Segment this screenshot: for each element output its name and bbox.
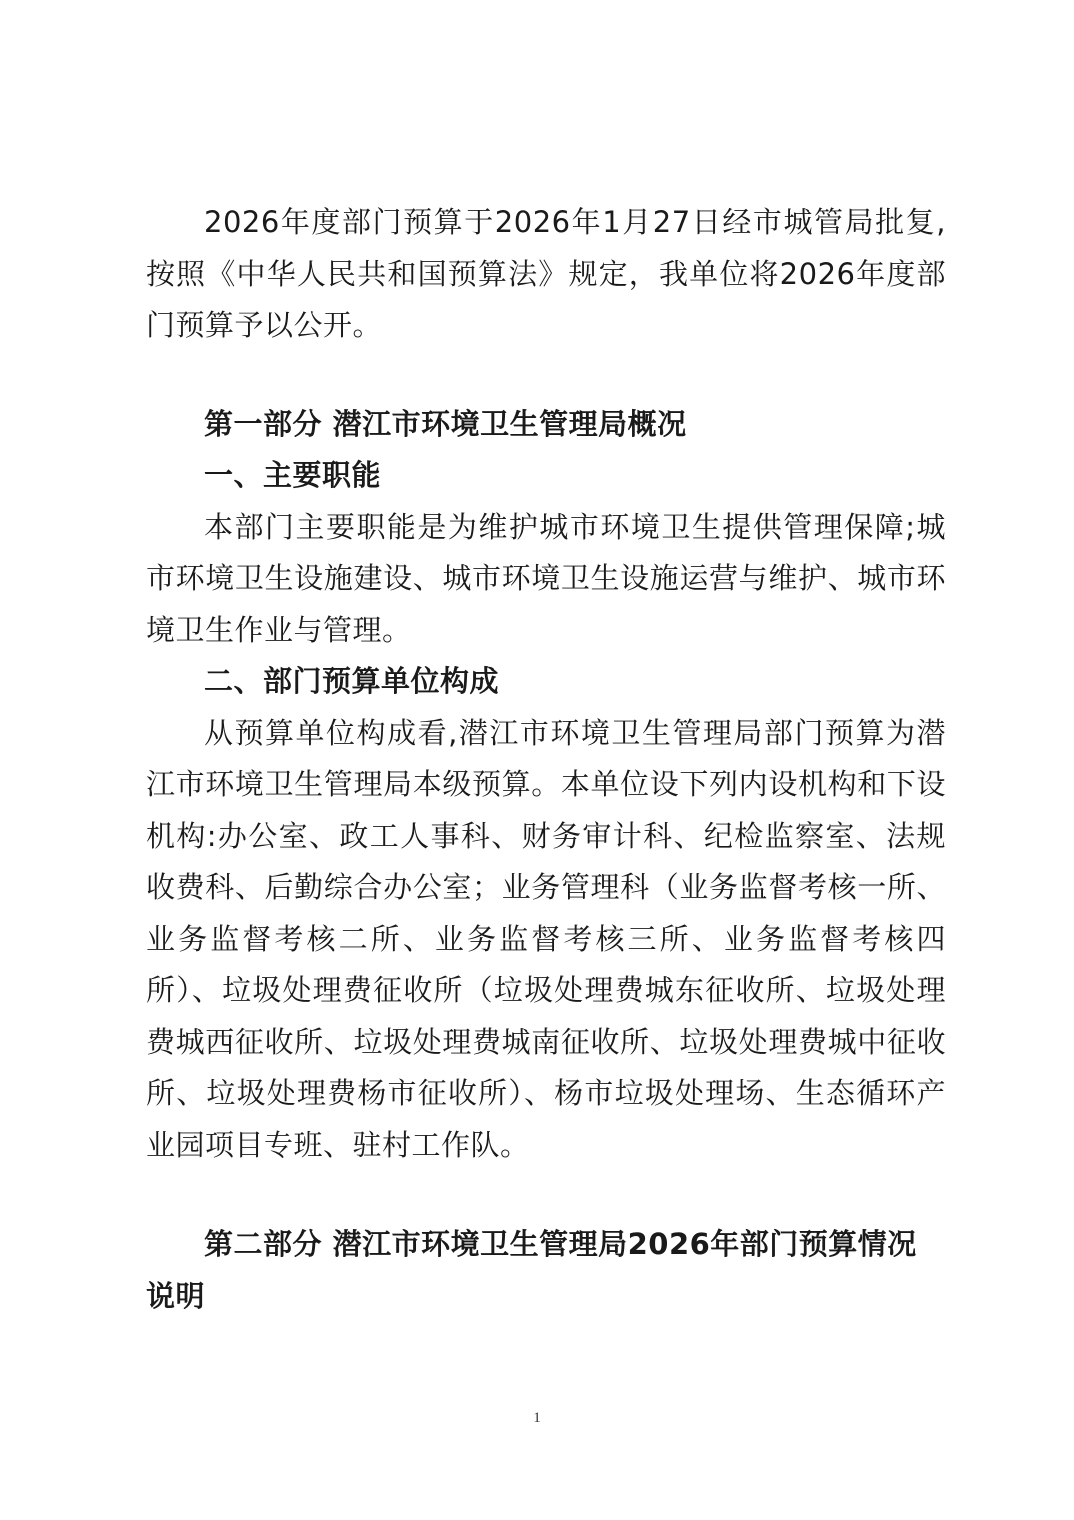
section1-heading: 一、主要职能 [204,458,382,492]
page-number: 1 [533,1410,541,1426]
part1-title: 第一部分 潜江市环境卫生管理局概况 [204,406,687,441]
intro-paragraph: 2026年度部门预算于2026年1月27日经市城管局批复,按照《中华人民共和国预算法》规定，我单位将2026年度部门预算予以公开。 [146,205,946,342]
section2-paragraph: 从预算单位构成看,潜江市环境卫生管理局部门预算为潜江市环境卫生管理局本级预算。本单位设下列内设机构和下设机构:办公室、政工人事科、财务审计科、纪检监察室、法规收费科、后勤综合办公室；业务管理科（业务监督考核一所、业务监督考核二所、业务监督考核三所、业务监督考核四所）、垃圾处理费征收所（垃圾处理费城东征收所、垃圾处理费城西征收所、垃圾处理费城南征收所、垃圾处理费城中征收所、垃圾处理费杨市征收所）、杨市垃圾处理场、生态循环产业园项目专班、驻村工作队。 [146,715,946,1162]
part2-title: 第二部分 潜江市环境卫生管理局2026年部门预算情况说明 [146,1227,917,1313]
document-body [146,197,946,1322]
section1-paragraph: 本部门主要职能是为维护城市环境卫生提供管理保障;城市环境卫生设施建设、城市环境卫生设施运营与维护、城市环境卫生作业与管理。 [146,509,946,647]
section2-heading: 二、部门预算单位构成 [204,664,500,698]
